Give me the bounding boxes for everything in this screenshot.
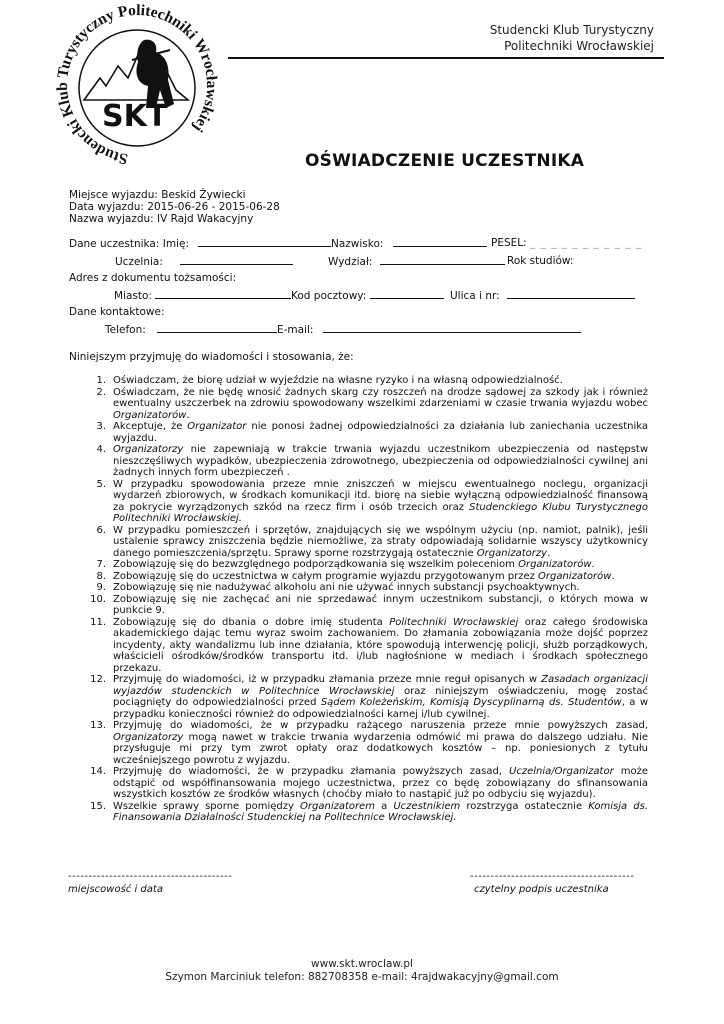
form-row-street (450, 289, 635, 302)
statement-text: Zobowiązuję się do dbania o dobre imię studenta (113, 616, 390, 628)
email-label: E-mail: (277, 324, 314, 336)
place-date-label: miejscowość i data (68, 884, 163, 895)
statement-emphasis: Organizatorów (518, 559, 592, 570)
form-row-participant (69, 237, 331, 250)
signature-participant (470, 871, 634, 895)
form-row-postcode (291, 289, 444, 302)
statement-emphasis: Organizator (187, 421, 247, 432)
form-row-phone (105, 323, 277, 336)
street-field[interactable] (507, 289, 635, 299)
form-row-email (277, 323, 581, 336)
statement-emphasis: Organizatorzy (476, 547, 548, 559)
city-label: Miasto: (114, 290, 152, 302)
postcode-label: Kod pocztowy: (291, 290, 367, 302)
surname-field[interactable] (393, 237, 487, 247)
city-field[interactable] (155, 289, 291, 299)
statement-number: 6. (96, 524, 106, 536)
phone-field[interactable] (157, 323, 277, 333)
surname-label: Nazwisko: (331, 238, 384, 250)
faculty-label: Wydział: (328, 256, 373, 268)
statement-text: . (611, 570, 615, 582)
statement-number: 11. (90, 616, 106, 628)
statement-item (88, 801, 648, 824)
statement-text: oraz niniejszym oświadczeniu, mogę zostać pociągnięty do odpowiedzialności przed (113, 685, 648, 708)
statement-emphasis: Organizatorów (538, 570, 612, 582)
form-row-pesel (491, 237, 642, 249)
form-row-contact (69, 306, 165, 318)
trip-name: Nazwa wyjazdu: IV Rajd Wakacyjny (69, 213, 254, 225)
address-label: Adres z dokumentu tożsamości: (69, 272, 237, 284)
signature-place-date (68, 871, 232, 895)
logo-mark: SKT (102, 99, 168, 134)
first-name-field[interactable] (198, 237, 331, 247)
footer (0, 958, 724, 984)
statement-emphasis: Organizatorów (113, 409, 187, 421)
page-title: OŚWIADCZENIE UCZESTNIKA (305, 151, 585, 171)
header-line-2: Politechniki Wrocławskiej (504, 39, 654, 53)
header-org (490, 22, 654, 54)
statement-item (88, 387, 648, 422)
year-label: Rok studiów: (507, 255, 574, 267)
statement-number: 5. (96, 478, 106, 490)
form-row-surname (331, 237, 487, 250)
signature-label: czytelny podpis uczestnika (474, 884, 609, 895)
pesel-label: PESEL: (491, 237, 527, 249)
statement-item (88, 594, 648, 617)
statement-item (88, 582, 648, 594)
statement-text: może odstąpić od współfinansowania mojego uczestnictwa, przez co będę zobowiązany do sfinansowania wszystkich kosztów ze środków własnych (choćby miało to nastąpić już po odbyciu się wyjazdu). (113, 766, 648, 800)
statement-text: W przypadku pomieszczeń i sprzętów, znajdujących się we wspólnym użyciu (np. namiot, palnik), jeśli ustalenie sprawcy zniszczenia będzie niemożliwe, za straty odpowiadają solidarnie wszyscy użytkownicy danego pomieszczenia/sprzętu. Sprawy sporne rozstrzygają ostatecznie (113, 524, 648, 559)
form-row-address (69, 272, 236, 284)
statement-text: Zobowiązuję się do bezwzględnego podporządkowania się wszelkim poleceniom (113, 559, 519, 570)
faculty-field[interactable] (380, 255, 505, 265)
signature-line[interactable]: ---------------------------------------- (470, 871, 635, 882)
statement-item (88, 720, 648, 766)
postcode-field[interactable] (370, 289, 444, 299)
statement-number: 14. (90, 766, 106, 777)
statement-number: 15. (90, 800, 106, 812)
statement-text: Zobowiązuję się nie zachęcać ani nie sprzedawać innym uczestnikom substancji, o których mowa w punkcie 9. (113, 593, 648, 616)
trip-dates: Data wyjazdu: 2015-06-26 - 2015-06-28 (69, 201, 280, 213)
statement-text: Oświadczam, że biorę udział w wyjeździe na własne ryzyko i na własną odpowiedzialność. (113, 375, 563, 386)
statement-item (88, 766, 648, 801)
statement-number: 4. (96, 444, 106, 455)
statement-emphasis: Organizatorzy (113, 444, 184, 455)
statement-item (88, 571, 648, 583)
header-divider (228, 57, 664, 59)
statement-number: 3. (96, 421, 106, 432)
footer-contact: Szymon Marciniuk telefon: 882708358 e-mail: 4rajdwakacyjny@gmail.com (165, 971, 559, 983)
statement-item (88, 674, 648, 720)
statement-item (88, 559, 648, 571)
statement-item (88, 375, 648, 387)
statement-text: . (186, 409, 190, 421)
statement-emphasis: Organizatorzy (113, 731, 184, 743)
statement-text: Przyjmuję do wiadomości, że w przypadku rażącego naruszenia przeze mnie powyższych zasad, (113, 720, 648, 731)
statement-text: nie ponosi żadnej odpowiedzialności za działania lub zaniechania uczestnika wyjazdu. (113, 421, 648, 444)
form-row-city (114, 289, 291, 302)
statement-number: 7. (96, 559, 106, 570)
statement-text: , a w przypadku konieczności również do odpowiedzialności karnej i/lub cywilnej. (113, 697, 649, 720)
form-row-university (115, 255, 293, 268)
university-label: Uczelnia: (115, 256, 163, 268)
skt-logo (48, 4, 226, 172)
street-label: Ulica i nr: (450, 290, 500, 302)
statements-list (88, 375, 648, 824)
statement-text: Akceptuje, że (113, 421, 188, 432)
statement-text: a (375, 800, 394, 812)
statement-text: nie zapewniają w trakcie trwania wyjazdu uczestnikom ubezpieczenia od następstw nieszczęśliwych wypadków, ubezpieczenia zdrowotnego, ubezpieczenia od odpowiedzialności cywilnej ani żadnych innych form ubezpieczeń . (113, 444, 648, 478)
footer-website: www.skt.wroclaw.pl (311, 958, 413, 970)
contact-label: Dane kontaktowe: (69, 306, 165, 318)
statement-item (88, 525, 648, 560)
statement-text: oraz całego środowiska akademickiego dając temu wyraz swoim zachowaniem. Do złamania zobowiązania może dojść poprzez incydenty, akty wandalizmu lub inne działania, które spowodują interwencję policji, służb porządkowych, właścicieli ośrodków/środków transportu itd. i/lub nagłośnione w mediach i środkach społecznego przekazu. (113, 616, 648, 674)
form-row-faculty (328, 255, 505, 268)
statement-emphasis: Komisja ds. Finansowania Działalności Studenckiej na Politechnice Wrocławskiej. (113, 800, 648, 823)
statement-emphasis: Studenckiego Klubu Turystycznego Politechniki Wrocławskiej. (113, 501, 648, 524)
statement-text: Przyjmuję do wiadomości, że w przypadku złamania powyższych zasad, (113, 766, 509, 777)
phone-label: Telefon: (105, 324, 146, 336)
statement-emphasis: Zasadach organizacji wyjazdów studenckich w Politechnice Wrocławskiej (113, 674, 648, 697)
statement-number: 13. (90, 720, 106, 731)
statements-intro: Niniejszym przyjmuję do wiadomości i stosowania, że: (69, 351, 354, 363)
statement-text: Wszelkie sprawy sporne pomiędzy (113, 800, 301, 812)
logo-ring-text: Studencki Klub Turystyczny Politechniki Wrocławskiej (53, 4, 221, 168)
header-line-1: Studencki Klub Turystyczny (489, 23, 654, 37)
statement-item (88, 479, 648, 525)
statement-item (88, 421, 648, 444)
statement-number: 12. (90, 674, 106, 685)
statement-number: 9. (96, 582, 106, 593)
email-field[interactable] (323, 323, 581, 333)
statement-emphasis: Sądem Koleżeńskim, Komisją Dyscyplinarną ds. Studentów (320, 697, 622, 708)
trip-place: Miejsce wyjazdu: Beskid Żywiecki (69, 189, 246, 201)
statement-text: . (591, 559, 595, 570)
statement-item (88, 617, 648, 675)
statement-number: 2. (96, 386, 106, 398)
form-row-year (507, 255, 573, 267)
trip-info (69, 189, 280, 225)
statement-text: Oświadczam, że nie będę wnosić żadnych skarg czy roszczeń na drodze sądowej za szkody jak i również ewentualny uszczerbek na zdrowiu spowodowany wszelkimi zdarzeniami w czasie trwania wyjazdu wobec (113, 386, 648, 409)
statement-text: Zobowiązuję się do uczestnictwa w całym programie wyjazdu przygotowanym przez (113, 570, 539, 582)
statement-emphasis: Uczestnikiem (393, 800, 461, 812)
statement-text: Zobowiązuję się nie nadużywać alkoholu ani nie używać innych substancji psychoaktywnych. (113, 582, 580, 593)
statement-text: mogą nawet w trakcie trwania wydarzenia odmówić mi prawa do dalszego udziału. Nie przysługuje mi przy tym zwrot opłaty oraz dodatkowych kosztów – np. poniesionych z tytułu wcześniejszego powrotu z wyjazdu. (113, 731, 648, 766)
statement-text: . (547, 547, 551, 559)
statement-number: 8. (96, 570, 106, 582)
pesel-field[interactable]: _ _ _ _ _ _ _ _ _ _ _ (530, 237, 643, 249)
statement-emphasis: Uczelnia/Organizator (509, 766, 614, 777)
statement-emphasis: Organizatorem (300, 800, 376, 812)
statement-number: 1. (96, 375, 106, 386)
place-date-line[interactable]: ---------------------------------------- (68, 871, 233, 882)
statement-number: 10. (90, 593, 106, 605)
statement-text: Przyjmuję do wiadomości, iż w przypadku złamania przeze mnie reguł opisanych w (113, 674, 542, 685)
statement-item (88, 444, 648, 479)
university-field[interactable] (180, 255, 293, 265)
first-name-label: Dane uczestnika: Imię: (69, 238, 189, 250)
statement-text: rozstrzyga ostatecznie (460, 800, 589, 812)
statement-emphasis: Politechniki Wrocławskiej (389, 616, 519, 628)
statement-text: W przypadku spowodowania przeze mnie zniszczeń w miejscu ewentualnego noclegu, organizacji wydarzeń zbiorowych, w środkach komunikacji itd. biorę na siebie wyłączną odpowiedzialność finansową za pokrycie wyrządzonych szkód na rzecz firm i osób trzecich oraz (113, 478, 648, 513)
